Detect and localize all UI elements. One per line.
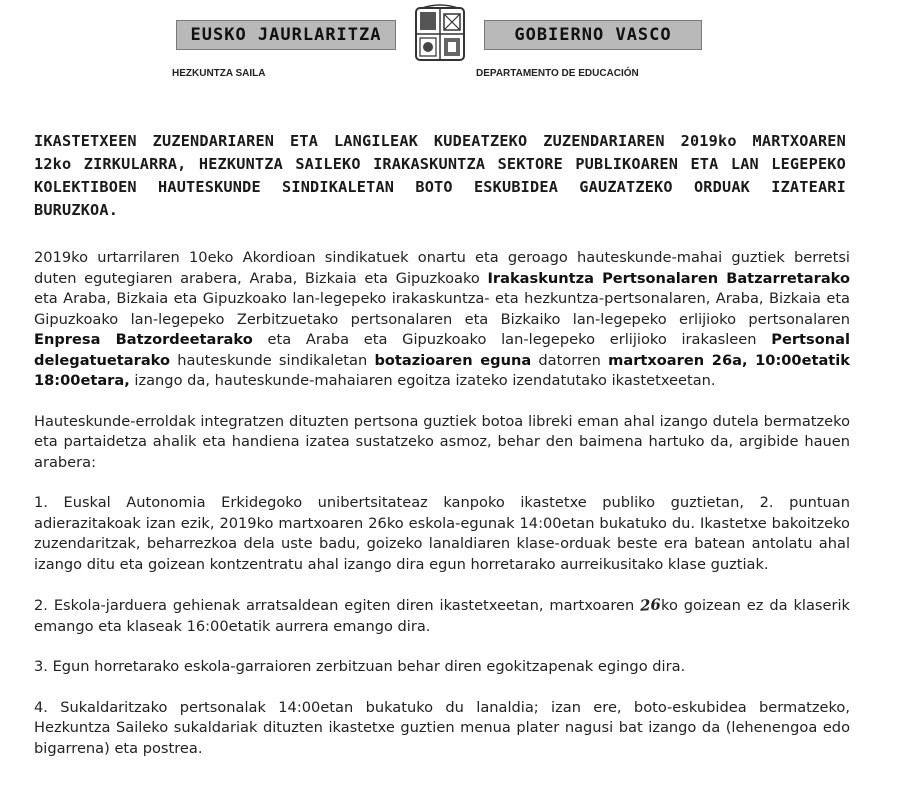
- paragraph-6: 4. Sukaldaritzako pertsonalak 14:00etan bukatuko du lanaldia; izan ere, boto-eskubidea bermatzeko, Hezkuntza Saileko sukaldariak dituzten ikastetxe guztien menua plater nagusi bat izango da (lehenengoa edo bigarrena) eta postrea.: [34, 698, 850, 757]
- department-spanish: DEPARTAMENTO DE EDUCACIÓN: [476, 68, 639, 79]
- paragraph-5: 3. Egun horretarako eskola-garraioren zerbitzuan behar diren egokitzapenak egingo dira.: [34, 658, 686, 675]
- paragraph-3: 1. Euskal Autonomia Erkidegoko unibertsitateaz kanpoko ikastetxe publiko guztietan, 2. puntuan adierazitakoak izan ezik, 2019ko martxoaren 26ko eskola-egunak 14:00etan bukatuko du. Ikastetxe bakoitzeko zuzendaritzak, beharrezkoa dela uste badu, goizeko lanaldiaren klase-orduak beste era batean antolatu ahal izango ditu eta goizean kontzentratu ahal izango dira egun horretarako aurreikusitako klase guztiak.: [34, 494, 850, 573]
- document-title: IKASTETXEEN ZUZENDARIAREN ETA LANGILEAK KUDEATZEKO ZUZENDARIAREN 2019ko MARTXOAREN 12ko ZIRKULARRA, HEZKUNTZA SAILEKO IRAKASKUNTZA SEKTORE PUBLIKOAREN ETA LAN LEGEPEKO KOLEKTIBOEN HAUTESKUNDE SINDIKALETAN BOTO ESKUBIDEA GAUZATZEKO ORDUAK IZATEARI BURUZKOA.: [34, 132, 846, 219]
- handwritten-date: 26: [639, 595, 662, 615]
- left-banner: EUSKO JAURLARITZA: [176, 20, 396, 50]
- document-body: [34, 248, 850, 779]
- right-banner: GOBIERNO VASCO: [484, 20, 702, 50]
- paragraph-1: 2019ko urtarrilaren 10eko Akordioan sindikatuek onartu eta geroago hauteskunde-mahai guztiek berretsi duten egutegiaren arabera, Araba, Bizkaia eta Gipuzkoako Irakaskuntza Pertsonalaren Batzarretarako eta Araba, Bizkaia eta Gipuzkoako lan-legepeko irakaskuntza- eta hezkuntza-pertsonalaren, Araba, Bizkaia eta Gipuzkoako lan-legepeko Zerbitzuetako pertsonalaren eta Bizkaiko lan-legepeko erlijioko pertsonalaren Enpresa Batzordeetarako eta Araba eta Gipuzkoako lan-legepeko erlijioko irakasleen Pertsonal delegatuetarako hauteskunde sindikaletan botazioaren eguna datorren martxoaren 26a, 10:00etatik 18:00etara, izango da, hauteskunde-mahaiaren egoitza izateko izendatutako ikastetxeetan.: [34, 249, 851, 389]
- paragraph-2: Hauteskunde-erroldak integratzen dituzten pertsona guztiek botoa libreki eman ahal izango dutela bermatzeko eta partaidetza ahalik eta handiena izatea sustatzeko asmoz, behar den baimena hartuko da, argibide hauen arabera:: [34, 412, 850, 471]
- basque-government-crest-icon: [408, 4, 472, 66]
- paragraph-4: 2. Eskola-jarduera gehienak arratsaldean egiten diren ikastetxeetan, martxoaren 26ko goizean ez da klaserik emango eta klaseak 16:00etatik aurrera emango dira.: [34, 595, 850, 635]
- letterhead: [0, 0, 900, 90]
- department-basque: HEZKUNTZA SAILA: [172, 68, 266, 79]
